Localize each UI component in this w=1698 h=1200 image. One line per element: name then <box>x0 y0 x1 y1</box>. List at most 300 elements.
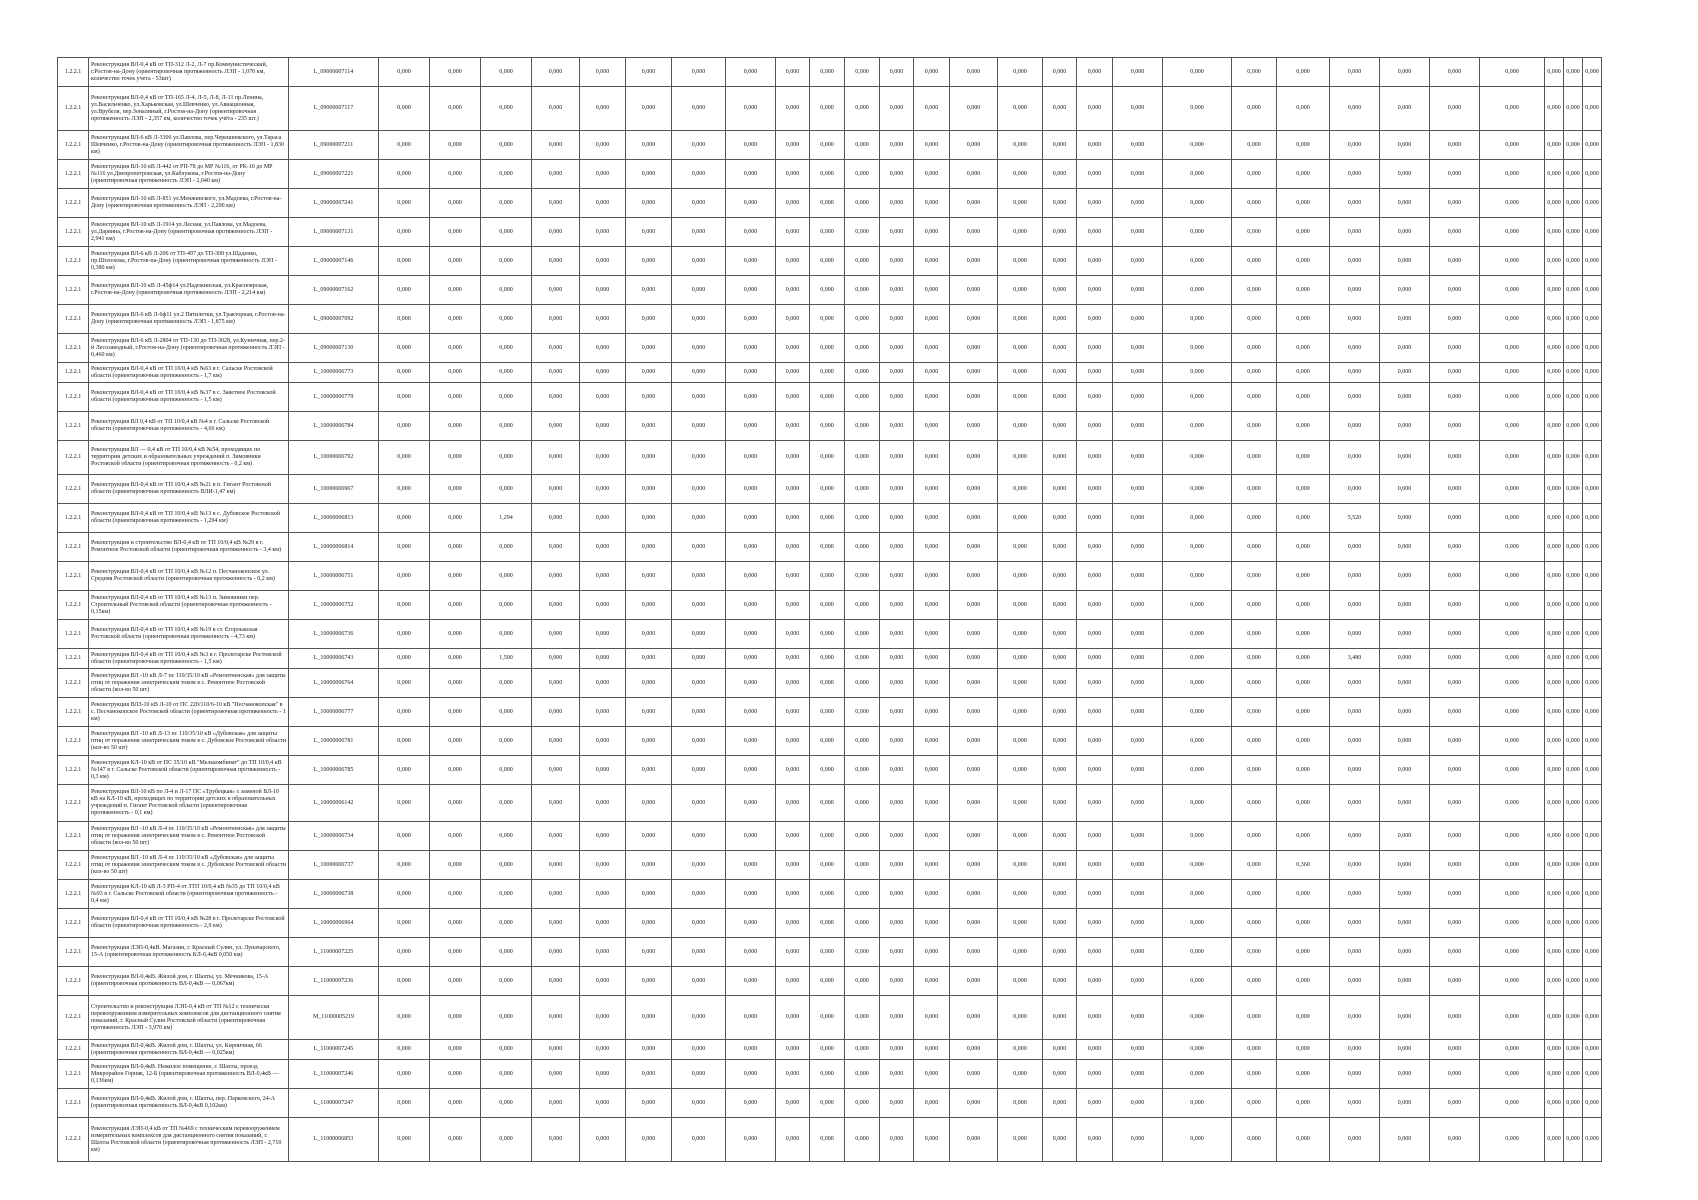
row-code-cell: 1.2.2.1 <box>58 1118 89 1162</box>
value-cell: 0,000 <box>1077 441 1113 475</box>
value-cell: 0,000 <box>845 785 880 822</box>
value-cell: 0,000 <box>672 698 726 727</box>
project-id-cell: L_10000006784 <box>289 412 379 441</box>
value-cell: 0,000 <box>810 412 845 441</box>
value-cell: 0,000 <box>1430 189 1480 218</box>
project-name-cell: Реконструкция КЛ-10 кВ от ПС 35/10 кВ "Мелькомбинат" до ТП 10/0,4 кВ №147 в г. Сальске Ростовской области (ориентировочная протяженность - 0,3 км) <box>89 756 289 785</box>
value-cell: 0,000 <box>430 160 481 189</box>
value-cell: 0,000 <box>1277 189 1330 218</box>
value-cell: 0,000 <box>672 785 726 822</box>
value-cell: 0,000 <box>776 1089 810 1118</box>
value-cell: 0,000 <box>430 276 481 305</box>
value-cell: 0,000 <box>998 649 1043 669</box>
value-cell: 0,000 <box>1545 441 1564 475</box>
value-cell: 0,000 <box>726 1118 776 1162</box>
value-cell: 0,000 <box>1077 305 1113 334</box>
value-cell: 0,000 <box>430 1040 481 1060</box>
value-cell: 0,000 <box>810 58 845 87</box>
value-cell: 0,000 <box>1564 756 1583 785</box>
value-cell: 0,000 <box>1163 591 1232 620</box>
value-cell: 0,000 <box>1564 909 1583 938</box>
value-cell: 0,000 <box>914 756 950 785</box>
value-cell: 0,000 <box>1077 247 1113 276</box>
value-cell: 0,000 <box>726 967 776 996</box>
project-id-cell: L_11000007225 <box>289 938 379 967</box>
value-cell: 0,000 <box>726 475 776 504</box>
value-cell: 0,000 <box>580 441 626 475</box>
table-row <box>58 218 1602 247</box>
value-cell: 0,000 <box>379 189 430 218</box>
value-cell: 0,000 <box>1077 131 1113 160</box>
value-cell: 0,000 <box>580 996 626 1040</box>
project-id-cell: L_10000006814 <box>289 533 379 562</box>
value-cell: 0,000 <box>379 305 430 334</box>
value-cell: 0,000 <box>998 1089 1043 1118</box>
value-cell: 0,000 <box>1330 441 1380 475</box>
value-cell: 0,000 <box>950 620 998 649</box>
value-cell: 0,000 <box>1232 1118 1277 1162</box>
value-cell: 0,000 <box>532 363 580 383</box>
value-cell: 0,000 <box>580 475 626 504</box>
value-cell: 0,000 <box>1564 727 1583 756</box>
value-cell: 0,000 <box>481 475 532 504</box>
project-name-cell: Реконструкция ВЛ -10 кВ Л-7 пс 110/35/10 кВ «Ремонтненская» для защиты птиц от поражения электрическим током в с. Ремонтное Ростовской области (кол-во 50 шт) <box>89 669 289 698</box>
value-cell: 0,000 <box>672 160 726 189</box>
value-cell: 0,000 <box>810 851 845 880</box>
value-cell: 0,000 <box>914 880 950 909</box>
value-cell: 0,000 <box>1564 247 1583 276</box>
value-cell: 0,000 <box>726 1089 776 1118</box>
value-cell: 0,000 <box>1043 87 1077 131</box>
value-cell: 0,000 <box>1077 727 1113 756</box>
value-cell: 0,000 <box>481 218 532 247</box>
value-cell: 0,000 <box>1077 880 1113 909</box>
value-cell: 0,000 <box>726 160 776 189</box>
table-row <box>58 649 1602 669</box>
value-cell: 0,000 <box>950 160 998 189</box>
value-cell: 0,000 <box>626 131 672 160</box>
value-cell: 0,000 <box>1232 591 1277 620</box>
value-cell: 0,000 <box>776 562 810 591</box>
value-cell: 0,000 <box>626 412 672 441</box>
value-cell: 0,000 <box>1564 880 1583 909</box>
value-cell: 0,000 <box>672 276 726 305</box>
value-cell: 0,000 <box>1480 189 1545 218</box>
value-cell: 0,000 <box>810 276 845 305</box>
value-cell: 0,000 <box>1480 1118 1545 1162</box>
value-cell: 0,000 <box>1043 1040 1077 1060</box>
value-cell: 0,000 <box>950 334 998 363</box>
value-cell: 0,000 <box>880 276 914 305</box>
value-cell: 0,000 <box>1380 996 1430 1040</box>
value-cell: 0,000 <box>1163 533 1232 562</box>
value-cell: 0,000 <box>950 1089 998 1118</box>
value-cell: 0,000 <box>532 504 580 533</box>
value-cell: 0,000 <box>1545 996 1564 1040</box>
value-cell: 0,000 <box>430 562 481 591</box>
row-code-cell: 1.2.2.1 <box>58 1040 89 1060</box>
value-cell: 0,000 <box>1430 441 1480 475</box>
value-cell: 0,000 <box>481 160 532 189</box>
value-cell: 0,000 <box>1545 131 1564 160</box>
value-cell: 0,000 <box>1330 562 1380 591</box>
value-cell: 0,000 <box>1480 441 1545 475</box>
value-cell: 0,000 <box>672 189 726 218</box>
row-code-cell: 1.2.2.1 <box>58 131 89 160</box>
value-cell: 0,000 <box>1277 504 1330 533</box>
value-cell: 0,000 <box>998 160 1043 189</box>
value-cell: 0,000 <box>430 880 481 909</box>
value-cell: 0,000 <box>1480 58 1545 87</box>
value-cell: 0,000 <box>580 1040 626 1060</box>
value-cell: 0,000 <box>1330 334 1380 363</box>
value-cell: 0,000 <box>1113 1040 1163 1060</box>
value-cell: 0,000 <box>776 1118 810 1162</box>
value-cell: 0,000 <box>845 909 880 938</box>
value-cell: 0,000 <box>845 562 880 591</box>
project-id-cell: L_09000007130 <box>289 334 379 363</box>
value-cell: 0,000 <box>1330 383 1380 412</box>
value-cell: 0,000 <box>998 1040 1043 1060</box>
value-cell: 0,000 <box>672 620 726 649</box>
value-cell: 0,000 <box>776 909 810 938</box>
project-id-cell: L_09000007117 <box>289 87 379 131</box>
project-name-cell: Реконструкция ВЛ — 0,4 кВ от ТП 10/0,4 кВ №54, проходящих по территории детских и образовательных учреждений п. Зимовники Ростовской области (ориентировочная протяженность - 0,2 км) <box>89 441 289 475</box>
value-cell: 0,000 <box>1077 909 1113 938</box>
value-cell: 0,000 <box>1043 909 1077 938</box>
value-cell: 0,000 <box>1330 756 1380 785</box>
value-cell: 0,000 <box>810 591 845 620</box>
value-cell: 0,000 <box>726 276 776 305</box>
project-id-cell: L_10000006781 <box>289 727 379 756</box>
value-cell: 0,000 <box>914 533 950 562</box>
value-cell: 0,000 <box>1564 475 1583 504</box>
value-cell: 0,000 <box>1232 785 1277 822</box>
value-cell: 0,000 <box>481 441 532 475</box>
value-cell: 0,000 <box>1113 756 1163 785</box>
value-cell: 0,000 <box>1163 504 1232 533</box>
value-cell: 0,000 <box>998 822 1043 851</box>
value-cell: 0,000 <box>1545 1089 1564 1118</box>
value-cell: 0,000 <box>1113 475 1163 504</box>
value-cell: 0,000 <box>532 851 580 880</box>
value-cell: 0,000 <box>1480 562 1545 591</box>
value-cell: 0,000 <box>1163 218 1232 247</box>
value-cell: 0,000 <box>532 247 580 276</box>
value-cell: 0,000 <box>1043 727 1077 756</box>
value-cell: 0,000 <box>1232 305 1277 334</box>
value-cell: 0,000 <box>430 383 481 412</box>
value-cell: 0,000 <box>880 1040 914 1060</box>
value-cell: 0,000 <box>914 727 950 756</box>
value-cell: 0,000 <box>950 383 998 412</box>
project-id-cell: L_09000007162 <box>289 276 379 305</box>
value-cell: 0,000 <box>776 441 810 475</box>
value-cell: 0,000 <box>1163 131 1232 160</box>
value-cell: 0,000 <box>1232 533 1277 562</box>
value-cell: 0,000 <box>626 441 672 475</box>
value-cell: 0,000 <box>1564 620 1583 649</box>
value-cell: 0,000 <box>1430 504 1480 533</box>
value-cell: 0,000 <box>810 880 845 909</box>
value-cell: 0,000 <box>1330 880 1380 909</box>
value-cell: 0,000 <box>880 189 914 218</box>
value-cell: 0,000 <box>726 58 776 87</box>
value-cell: 0,000 <box>914 1040 950 1060</box>
value-cell: 0,000 <box>532 880 580 909</box>
value-cell: 0,000 <box>950 1118 998 1162</box>
value-cell: 0,000 <box>1043 305 1077 334</box>
value-cell: 0,000 <box>1583 1060 1602 1089</box>
value-cell: 0,000 <box>1232 698 1277 727</box>
value-cell: 0,000 <box>1564 785 1583 822</box>
value-cell: 0,000 <box>1113 533 1163 562</box>
value-cell: 0,000 <box>810 1060 845 1089</box>
value-cell: 0,000 <box>481 383 532 412</box>
value-cell: 0,000 <box>1043 189 1077 218</box>
value-cell: 0,000 <box>998 756 1043 785</box>
value-cell: 0,000 <box>1380 620 1430 649</box>
value-cell: 0,000 <box>1480 87 1545 131</box>
value-cell: 0,000 <box>532 276 580 305</box>
value-cell: 0,000 <box>1232 649 1277 669</box>
value-cell: 0,000 <box>1330 938 1380 967</box>
value-cell: 0,000 <box>672 1040 726 1060</box>
value-cell: 0,000 <box>430 967 481 996</box>
value-cell: 0,000 <box>998 276 1043 305</box>
value-cell: 0,000 <box>626 996 672 1040</box>
value-cell: 0,000 <box>1113 160 1163 189</box>
project-name-cell: Реконструкция ВЛ-6 кВ Л-206 от ТП-497 до ТП-308 ул.Щаденко, пр.Шолохова, г.Ростов-на-Дону (ориентировочная протяженность ЛЭП - 0,380 км) <box>89 247 289 276</box>
value-cell: 0,000 <box>950 412 998 441</box>
value-cell: 0,000 <box>1077 363 1113 383</box>
value-cell: 0,000 <box>1380 218 1430 247</box>
project-name-cell: Реконструкция ВЛ-0,4 кВ от ТП 10/0,4 кВ №21 в п. Гигант Ростовской области (ориентировочная протяженность ВЛИ-1,47 км) <box>89 475 289 504</box>
value-cell: 0,000 <box>776 334 810 363</box>
row-code-cell: 1.2.2.1 <box>58 189 89 218</box>
value-cell: 0,000 <box>950 698 998 727</box>
value-cell: 0,000 <box>1564 58 1583 87</box>
value-cell: 0,000 <box>626 189 672 218</box>
project-id-cell: L_11000007247 <box>289 1089 379 1118</box>
value-cell: 0,000 <box>776 649 810 669</box>
value-cell: 0,000 <box>1077 383 1113 412</box>
project-name-cell: Реконструкция ВЛ-0,4 кВ от ТП-312 Л-2, Л-7 пр.Коммунистический, г.Ростов-на-Дону (ориентировочная протяженность ЛЭП - 1,070 км, количество точек учета - 53шт) <box>89 58 289 87</box>
value-cell: 0,000 <box>776 412 810 441</box>
value-cell: 0,000 <box>1380 160 1430 189</box>
value-cell: 0,000 <box>1163 669 1232 698</box>
value-cell: 0,000 <box>810 383 845 412</box>
value-cell: 0,000 <box>1564 1040 1583 1060</box>
value-cell: 0,000 <box>1583 87 1602 131</box>
value-cell: 0,000 <box>1480 412 1545 441</box>
row-code-cell: 1.2.2.1 <box>58 698 89 727</box>
value-cell: 0,000 <box>810 334 845 363</box>
value-cell: 0,000 <box>481 620 532 649</box>
value-cell: 0,000 <box>1330 822 1380 851</box>
value-cell: 0,000 <box>914 504 950 533</box>
value-cell: 0,000 <box>998 504 1043 533</box>
value-cell: 0,000 <box>1564 698 1583 727</box>
value-cell: 0,000 <box>1043 504 1077 533</box>
value-cell: 0,000 <box>998 305 1043 334</box>
value-cell: 0,000 <box>1113 131 1163 160</box>
value-cell: 0,000 <box>379 967 430 996</box>
value-cell: 0,000 <box>672 305 726 334</box>
value-cell: 0,000 <box>672 533 726 562</box>
value-cell: 0,000 <box>379 504 430 533</box>
value-cell: 0,000 <box>1163 1060 1232 1089</box>
value-cell: 0,000 <box>532 669 580 698</box>
row-code-cell: 1.2.2.1 <box>58 475 89 504</box>
value-cell: 0,000 <box>379 785 430 822</box>
value-cell: 0,000 <box>998 218 1043 247</box>
value-cell: 0,000 <box>1043 996 1077 1040</box>
row-code-cell: 1.2.2.1 <box>58 1060 89 1089</box>
row-code-cell: 1.2.2.1 <box>58 412 89 441</box>
value-cell: 0,000 <box>379 996 430 1040</box>
value-cell: 0,000 <box>1163 189 1232 218</box>
value-cell: 0,000 <box>1277 785 1330 822</box>
value-cell: 0,000 <box>1232 620 1277 649</box>
value-cell: 0,000 <box>1330 131 1380 160</box>
value-cell: 0,000 <box>1545 591 1564 620</box>
value-cell: 0,000 <box>950 967 998 996</box>
value-cell: 0,000 <box>430 785 481 822</box>
table-row <box>58 475 1602 504</box>
value-cell: 0,000 <box>1480 727 1545 756</box>
value-cell: 0,000 <box>998 1060 1043 1089</box>
project-name-cell: Реконструкция и строительство ВЛ-0,4 кВ от ТП 10/0,4 кВ №29 в г. Ремонтное Ростовской области (ориентировочная протяженность - 3,4 км) <box>89 533 289 562</box>
value-cell: 0,000 <box>532 1089 580 1118</box>
value-cell: 0,000 <box>1545 1040 1564 1060</box>
project-id-cell: L_09000007221 <box>289 160 379 189</box>
project-name-cell: Реконструкция ВЛ -10 кВ Л-4 пс 110/35/10 кВ «Ремонтненская» для защиты птиц от поражения электрическим током в с. Ремонтное Ростовской области (кол-во 50 шт) <box>89 822 289 851</box>
value-cell: 0,000 <box>950 247 998 276</box>
row-code-cell: 1.2.2.1 <box>58 562 89 591</box>
value-cell: 0,000 <box>1043 967 1077 996</box>
value-cell: 0,000 <box>950 1060 998 1089</box>
project-name-cell: Реконструкция ВЛ-0,4кВ. Жилой дом, г. Шахты, пер. Парковского, 24-А (ориентировочная протяженность ВЛ-0,4кВ 0,102км) <box>89 1089 289 1118</box>
project-name-cell: Реконструкция ВЛ -10 кВ Л-4 пс 110/35/10 кВ «Дубовская» для защиты птиц от поражения электрическим током в с. Дубовское Ростовской области (кол-во 50 шт) <box>89 851 289 880</box>
value-cell: 0,000 <box>1430 909 1480 938</box>
value-cell: 0,000 <box>626 756 672 785</box>
value-cell: 0,000 <box>430 305 481 334</box>
value-cell: 0,000 <box>1043 1060 1077 1089</box>
project-name-cell: Реконструкция ВЛ-0,4 кВ от ТП 10/0,4 кВ №13 в с. Дубовское Ростовской области (ориентировочная протяженность - 1,294 км) <box>89 504 289 533</box>
value-cell: 0,000 <box>672 87 726 131</box>
value-cell: 0,000 <box>626 649 672 669</box>
value-cell: 0,000 <box>880 334 914 363</box>
value-cell: 0,000 <box>1043 441 1077 475</box>
value-cell: 0,000 <box>914 334 950 363</box>
row-code-cell: 1.2.2.1 <box>58 383 89 412</box>
value-cell: 0,000 <box>1043 756 1077 785</box>
value-cell: 0,000 <box>1480 334 1545 363</box>
value-cell: 0,000 <box>1545 276 1564 305</box>
value-cell: 0,000 <box>1380 1118 1430 1162</box>
value-cell: 0,000 <box>1545 562 1564 591</box>
row-code-cell: 1.2.2.1 <box>58 218 89 247</box>
project-name-cell: Реконструкция ВЛЗ-10 кВ Л-10 от ПС 220/110/6-10 кВ "Песчанокопская" в с. Песчанокопское Ростовской области (ориентировочная протяженность - 1 км) <box>89 698 289 727</box>
value-cell: 0,000 <box>1043 649 1077 669</box>
value-cell: 0,000 <box>1380 669 1430 698</box>
value-cell: 0,000 <box>1113 727 1163 756</box>
value-cell: 0,000 <box>430 620 481 649</box>
value-cell: 0,000 <box>1113 1089 1163 1118</box>
value-cell: 0,000 <box>1380 334 1430 363</box>
value-cell: 0,000 <box>1430 412 1480 441</box>
value-cell: 0,000 <box>1380 533 1430 562</box>
value-cell: 0,000 <box>532 1040 580 1060</box>
value-cell: 0,000 <box>1163 909 1232 938</box>
value-cell: 0,000 <box>1583 475 1602 504</box>
value-cell: 0,000 <box>1232 996 1277 1040</box>
value-cell: 0,000 <box>1077 1060 1113 1089</box>
value-cell: 0,000 <box>1380 649 1430 669</box>
value-cell: 0,000 <box>1380 1089 1430 1118</box>
value-cell: 0,000 <box>1077 334 1113 363</box>
value-cell: 0,000 <box>1330 1040 1380 1060</box>
value-cell: 0,000 <box>379 1089 430 1118</box>
value-cell: 0,000 <box>1480 504 1545 533</box>
value-cell: 0,000 <box>1480 996 1545 1040</box>
value-cell: 0,000 <box>379 822 430 851</box>
value-cell: 0,000 <box>1277 131 1330 160</box>
value-cell: 0,000 <box>1077 1040 1113 1060</box>
value-cell: 0,000 <box>1163 475 1232 504</box>
value-cell: 0,000 <box>1043 591 1077 620</box>
value-cell: 0,000 <box>1583 131 1602 160</box>
value-cell: 0,000 <box>1163 160 1232 189</box>
value-cell: 0,000 <box>776 727 810 756</box>
project-name-cell: Реконструкция ВЛ-10 кВ по Л-4 и Л-17 ПС «Трубецкая» с заменой ВЛ-10 кВ на КЛ-10 кВ, проходящих по территории детских и образовательных учреждений п. Гигант Ростовской области (ориентировочная протяженность - 0,1 км) <box>89 785 289 822</box>
project-name-cell: Реконструкция ВЛ-10 кВ Л-45ф14 ул.Надежинская, ул.Красноярская, г.Ростов-на-Дону (ориентировочная протяженность ЛЭП - 2,214 км) <box>89 276 289 305</box>
value-cell: 0,000 <box>1232 562 1277 591</box>
value-cell: 0,000 <box>1583 305 1602 334</box>
value-cell: 0,000 <box>1480 669 1545 698</box>
value-cell: 0,000 <box>1113 189 1163 218</box>
value-cell: 0,000 <box>914 412 950 441</box>
value-cell: 0,000 <box>1113 698 1163 727</box>
value-cell: 0,000 <box>379 909 430 938</box>
value-cell: 0,000 <box>1583 1118 1602 1162</box>
value-cell: 0,000 <box>626 938 672 967</box>
project-name-cell: Реконструкция ВЛ-0,4кВ. Жилой дом, г. Шахты, ул. Кирпичная, 66 (ориентировочная протяженность ВЛ-0,4кВ — 0,025км) <box>89 1040 289 1060</box>
value-cell: 0,000 <box>430 247 481 276</box>
row-code-cell: 1.2.2.1 <box>58 591 89 620</box>
value-cell: 0,000 <box>845 131 880 160</box>
value-cell: 0,000 <box>481 851 532 880</box>
value-cell: 0,000 <box>880 785 914 822</box>
value-cell: 0,000 <box>1583 880 1602 909</box>
value-cell: 0,000 <box>379 533 430 562</box>
project-name-cell: Реконструкция ВЛ-0,4кВ. Нежилое помещение, г. Шахты, проезд Микрорайон Горняк, 12-Б (ориентировочная протяженность ВЛ-0,4кВ — 0,136км) <box>89 1060 289 1089</box>
value-cell: 0,000 <box>672 669 726 698</box>
value-cell: 0,000 <box>810 996 845 1040</box>
value-cell: 0,000 <box>532 822 580 851</box>
value-cell: 0,000 <box>810 504 845 533</box>
value-cell: 0,000 <box>1583 247 1602 276</box>
value-cell: 0,000 <box>1564 1060 1583 1089</box>
value-cell: 0,000 <box>880 533 914 562</box>
value-cell: 0,000 <box>379 383 430 412</box>
value-cell: 0,000 <box>481 1060 532 1089</box>
value-cell: 0,000 <box>430 131 481 160</box>
value-cell: 0,000 <box>1583 591 1602 620</box>
value-cell: 0,000 <box>1232 441 1277 475</box>
value-cell: 0,000 <box>845 504 880 533</box>
